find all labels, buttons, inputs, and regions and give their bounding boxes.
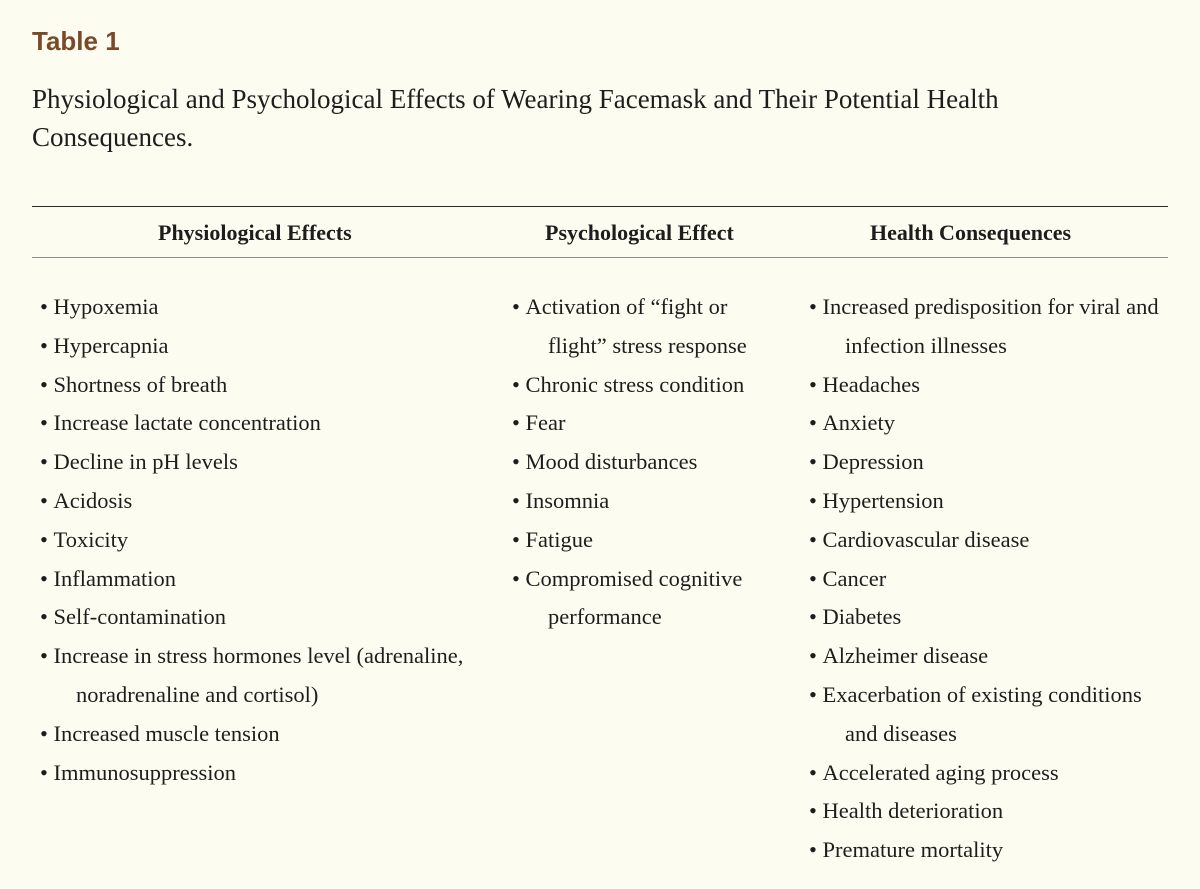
list-item: • Cardiovascular disease: [807, 521, 1177, 560]
list-item: • Accelerated aging process: [807, 754, 1177, 793]
psychological-effects-list: [510, 288, 790, 637]
list-item: • Increase in stress hormones level (adrenaline, noradrenaline and cortisol): [30, 637, 490, 715]
table-top-rule: [32, 206, 1168, 207]
list-item: • Shortness of breath: [30, 366, 490, 405]
list-item: • Hypercapnia: [30, 327, 490, 366]
physiological-effects-list: [30, 288, 490, 792]
header-physiological-effects: Physiological Effects: [158, 220, 352, 245]
list-item: • Hypertension: [807, 482, 1177, 521]
list-item: • Anxiety: [807, 404, 1177, 443]
list-item: • Activation of “fight or flight” stress response: [510, 288, 790, 366]
list-item: • Insomnia: [510, 482, 790, 521]
list-item: • Acidosis: [30, 482, 490, 521]
list-item: • Health deterioration: [807, 792, 1177, 831]
list-item: • Premature mortality: [807, 831, 1177, 870]
table-caption: Physiological and Psychological Effects of Wearing Facemask and Their Potential Health Consequences.: [32, 84, 999, 152]
list-item: • Alzheimer disease: [807, 637, 1177, 676]
list-item: • Hypoxemia: [30, 288, 490, 327]
list-item: • Increase lactate concentration: [30, 404, 490, 443]
list-item: • Diabetes: [807, 598, 1177, 637]
list-item: • Immunosuppression: [30, 754, 490, 793]
list-item: • Fatigue: [510, 521, 790, 560]
list-item: • Exacerbation of existing conditions and diseases: [807, 676, 1177, 754]
table-label: Table 1: [32, 26, 120, 56]
list-item: • Decline in pH levels: [30, 443, 490, 482]
list-item: • Mood disturbances: [510, 443, 790, 482]
list-item: • Inflammation: [30, 560, 490, 599]
list-item: • Increased muscle tension: [30, 715, 490, 754]
list-item: • Chronic stress condition: [510, 366, 790, 405]
table-header-rule: [32, 257, 1168, 258]
list-item: • Headaches: [807, 366, 1177, 405]
list-item: • Fear: [510, 404, 790, 443]
header-psychological-effect: Psychological Effect: [545, 220, 734, 245]
list-item: • Compromised cognitive performance: [510, 560, 790, 638]
list-item: • Depression: [807, 443, 1177, 482]
list-item: • Increased predisposition for viral and infection illnesses: [807, 288, 1177, 366]
header-health-consequences: Health Consequences: [870, 220, 1072, 245]
list-item: • Toxicity: [30, 521, 490, 560]
list-item: • Cancer: [807, 560, 1177, 599]
list-item: • Self-contamination: [30, 598, 490, 637]
health-consequences-list: [807, 288, 1177, 870]
